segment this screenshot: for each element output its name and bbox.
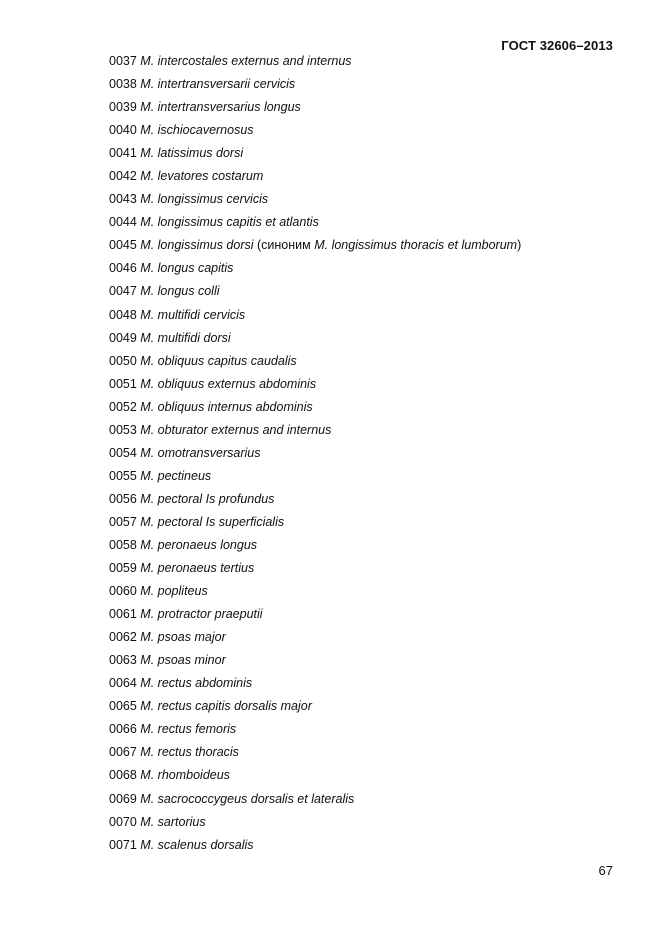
term-entry <box>109 421 521 444</box>
term-entry <box>109 236 521 259</box>
synonym-note-open: (синоним <box>253 238 315 253</box>
term-code: 0052 <box>109 399 137 414</box>
term-name: M. omotransversarius <box>140 445 261 460</box>
term-entry <box>109 628 521 651</box>
term-code: 0059 <box>109 561 137 576</box>
term-name: M. longissimus cervicis <box>140 192 269 207</box>
page-number: 67 <box>598 863 613 878</box>
term-entry <box>109 790 521 813</box>
term-entry <box>109 813 521 836</box>
term-entry <box>109 836 521 859</box>
term-entry <box>109 674 521 697</box>
term-entry <box>109 167 521 190</box>
term-entry <box>109 375 521 398</box>
term-entry <box>109 536 521 559</box>
term-code: 0040 <box>109 123 137 138</box>
term-name: M. longus colli <box>140 284 220 299</box>
term-name: M. protractor praeputii <box>140 607 263 622</box>
term-name: M. sartorius <box>140 814 206 829</box>
term-code: 0050 <box>109 353 137 368</box>
term-code: 0056 <box>109 491 137 506</box>
term-name: M. multifidi dorsi <box>140 330 231 345</box>
term-entry <box>109 743 521 766</box>
document-header: ГОСТ 32606–2013 <box>501 38 613 53</box>
term-entry <box>109 651 521 674</box>
term-entry <box>109 190 521 213</box>
term-name: M. longissimus capitis et atlantis <box>140 215 319 230</box>
term-name: M. latissimus dorsi <box>140 146 244 161</box>
term-code: 0064 <box>109 676 137 691</box>
term-code: 0042 <box>109 169 137 184</box>
term-name: M. rectus thoracis <box>140 745 239 760</box>
term-code: 0058 <box>109 537 137 552</box>
term-name: M. psoas major <box>140 630 226 645</box>
term-entry <box>109 490 521 513</box>
term-code: 0044 <box>109 215 137 230</box>
term-entry <box>109 213 521 236</box>
term-entry <box>109 720 521 743</box>
term-entry <box>109 582 521 605</box>
term-name: M. popliteus <box>140 584 208 599</box>
term-name: M. obliquus internus abdominis <box>140 399 313 414</box>
term-name: M. pectoral Is superficialis <box>140 514 285 529</box>
term-entry <box>109 52 521 75</box>
term-code: 0046 <box>109 261 137 276</box>
term-name: M. obliquus capitus caudalis <box>140 353 297 368</box>
term-entry <box>109 98 521 121</box>
term-entry <box>109 306 521 329</box>
term-entry <box>109 121 521 144</box>
synonym-term: M. longissimus thoracis et lumborum <box>314 238 518 253</box>
term-code: 0068 <box>109 768 137 783</box>
term-code: 0048 <box>109 307 137 322</box>
term-name: M. rhomboideus <box>140 768 230 783</box>
term-entry <box>109 75 521 98</box>
term-code: 0069 <box>109 791 137 806</box>
term-entry <box>109 559 521 582</box>
term-entry <box>109 766 521 789</box>
term-code: 0071 <box>109 837 137 852</box>
term-name: M. longus capitis <box>140 261 234 276</box>
term-name: M. longissimus dorsi <box>140 238 254 253</box>
term-name: M. intertransversarius longus <box>140 100 301 115</box>
term-code: 0063 <box>109 653 137 668</box>
term-code: 0054 <box>109 445 137 460</box>
term-code: 0051 <box>109 376 137 391</box>
term-list <box>109 52 521 859</box>
term-code: 0066 <box>109 722 137 737</box>
term-code: 0067 <box>109 745 137 760</box>
term-name: M. rectus femoris <box>140 722 237 737</box>
term-entry <box>109 259 521 282</box>
term-entry <box>109 467 521 490</box>
term-entry <box>109 144 521 167</box>
synonym-note-close: ) <box>517 238 522 253</box>
term-entry <box>109 352 521 375</box>
term-name: M. psoas minor <box>140 653 226 668</box>
term-code: 0047 <box>109 284 137 299</box>
term-entry <box>109 329 521 352</box>
term-entry <box>109 513 521 536</box>
term-code: 0055 <box>109 468 137 483</box>
term-code: 0041 <box>109 146 137 161</box>
term-name: M. ischiocavernosus <box>140 123 254 138</box>
term-name: M. scalenus dorsalis <box>140 837 254 852</box>
term-code: 0065 <box>109 699 137 714</box>
term-name: M. pectoral Is profundus <box>140 491 275 506</box>
term-code: 0049 <box>109 330 137 345</box>
term-entry <box>109 398 521 421</box>
term-entry <box>109 605 521 628</box>
term-name: M. intercostales externus and internus <box>140 54 352 68</box>
term-name: M. obliquus externus abdominis <box>140 376 317 391</box>
term-code: 0037 <box>109 54 137 68</box>
term-code: 0061 <box>109 607 137 622</box>
term-code: 0070 <box>109 814 137 829</box>
term-code: 0060 <box>109 584 137 599</box>
term-code: 0045 <box>109 238 137 253</box>
term-name: M. sacrococcygeus dorsalis et lateralis <box>140 791 355 806</box>
term-code: 0057 <box>109 514 137 529</box>
term-entry <box>109 282 521 305</box>
term-name: M. pectineus <box>140 468 212 483</box>
term-name: M. peronaeus longus <box>140 537 258 552</box>
term-name: M. obturator externus and internus <box>140 422 332 437</box>
term-entry <box>109 697 521 720</box>
term-code: 0038 <box>109 77 137 92</box>
term-name: M. rectus abdominis <box>140 676 253 691</box>
term-code: 0053 <box>109 422 137 437</box>
term-name: M. rectus capitis dorsalis major <box>140 699 312 714</box>
term-code: 0039 <box>109 100 137 115</box>
term-name: M. intertransversarii cervicis <box>140 77 296 92</box>
term-name: M. peronaeus tertius <box>140 561 255 576</box>
term-name: M. multifidi cervicis <box>140 307 246 322</box>
term-code: 0062 <box>109 630 137 645</box>
term-code: 0043 <box>109 192 137 207</box>
term-name: M. levatores costarum <box>140 169 264 184</box>
term-entry <box>109 444 521 467</box>
